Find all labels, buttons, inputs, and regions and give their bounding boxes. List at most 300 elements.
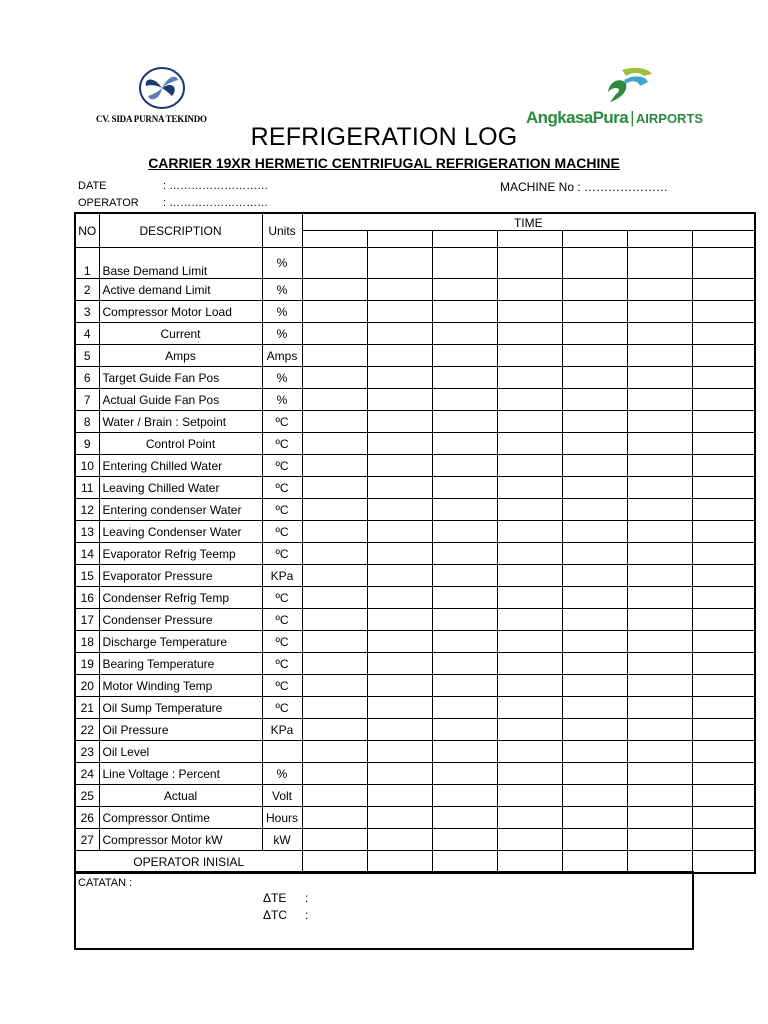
reading-cell[interactable] — [367, 675, 432, 697]
reading-cell[interactable] — [497, 697, 562, 719]
reading-cell[interactable] — [562, 345, 627, 367]
delta-te-colon: : — [305, 891, 309, 905]
row-number: 7 — [75, 389, 99, 411]
reading-cell[interactable] — [432, 477, 497, 499]
row-unit: Hours — [262, 807, 302, 829]
reading-cell[interactable] — [367, 653, 432, 675]
reading-cell[interactable] — [302, 543, 367, 565]
reading-cell[interactable] — [367, 785, 432, 807]
reading-cell[interactable] — [627, 433, 692, 455]
reading-cell[interactable] — [562, 543, 627, 565]
reading-cell[interactable] — [497, 741, 562, 763]
reading-cell[interactable] — [302, 345, 367, 367]
company-logo-icon — [138, 66, 186, 110]
reading-cell[interactable] — [367, 499, 432, 521]
reading-cell[interactable] — [692, 741, 755, 763]
reading-cell[interactable] — [562, 829, 627, 851]
row-unit: ºC — [262, 631, 302, 653]
reading-cell[interactable] — [627, 609, 692, 631]
reading-cell[interactable] — [432, 631, 497, 653]
reading-cell[interactable] — [302, 785, 367, 807]
reading-cell[interactable] — [432, 389, 497, 411]
reading-cell[interactable] — [627, 521, 692, 543]
reading-cell[interactable] — [432, 785, 497, 807]
reading-cell[interactable] — [432, 367, 497, 389]
reading-cell[interactable] — [432, 433, 497, 455]
reading-cell[interactable] — [302, 389, 367, 411]
table-row — [75, 411, 755, 433]
reading-cell[interactable] — [497, 675, 562, 697]
reading-cell[interactable] — [497, 785, 562, 807]
reading-cell[interactable] — [497, 653, 562, 675]
table-row — [75, 631, 755, 653]
reading-cell[interactable] — [562, 411, 627, 433]
time-slot-cell[interactable] — [302, 231, 367, 248]
reading-cell[interactable] — [627, 455, 692, 477]
reading-cell[interactable] — [367, 301, 432, 323]
refrigeration-log-table — [74, 212, 756, 874]
reading-cell[interactable] — [692, 785, 755, 807]
reading-cell[interactable] — [497, 411, 562, 433]
reading-cell[interactable] — [367, 807, 432, 829]
reading-cell[interactable] — [692, 807, 755, 829]
reading-cell[interactable] — [367, 477, 432, 499]
reading-cell[interactable] — [367, 609, 432, 631]
reading-cell[interactable] — [692, 279, 755, 301]
reading-cell[interactable] — [692, 301, 755, 323]
reading-cell[interactable] — [302, 499, 367, 521]
reading-cell[interactable] — [432, 543, 497, 565]
row-unit — [262, 741, 302, 763]
row-unit: ºC — [262, 587, 302, 609]
reading-cell[interactable] — [432, 741, 497, 763]
table-row — [75, 741, 755, 763]
reading-cell[interactable] — [692, 477, 755, 499]
reading-cell[interactable] — [497, 323, 562, 345]
reading-cell[interactable] — [302, 763, 367, 785]
initial-cell[interactable] — [692, 851, 755, 874]
table-row — [75, 609, 755, 631]
reading-cell[interactable] — [432, 248, 497, 279]
reading-cell[interactable] — [367, 323, 432, 345]
reading-cell[interactable] — [562, 763, 627, 785]
row-number: 6 — [75, 367, 99, 389]
reading-cell[interactable] — [692, 763, 755, 785]
reading-cell[interactable] — [562, 807, 627, 829]
reading-cell[interactable] — [562, 653, 627, 675]
reading-cell[interactable] — [432, 807, 497, 829]
reading-cell[interactable] — [562, 323, 627, 345]
row-unit: ºC — [262, 455, 302, 477]
reading-cell[interactable] — [627, 719, 692, 741]
row-number: 4 — [75, 323, 99, 345]
reading-cell[interactable] — [627, 301, 692, 323]
reading-cell[interactable] — [302, 719, 367, 741]
row-unit: % — [262, 323, 302, 345]
reading-cell[interactable] — [497, 367, 562, 389]
reading-cell[interactable] — [432, 609, 497, 631]
row-description: Control Point — [99, 433, 262, 455]
reading-cell[interactable] — [692, 411, 755, 433]
reading-cell[interactable] — [367, 741, 432, 763]
reading-cell[interactable] — [497, 477, 562, 499]
reading-cell[interactable] — [692, 697, 755, 719]
reading-cell[interactable] — [627, 367, 692, 389]
reading-cell[interactable] — [627, 389, 692, 411]
table-row — [75, 587, 755, 609]
reading-cell[interactable] — [367, 565, 432, 587]
reading-cell[interactable] — [432, 499, 497, 521]
reading-cell[interactable] — [497, 499, 562, 521]
reading-cell[interactable] — [302, 587, 367, 609]
reading-cell[interactable] — [367, 697, 432, 719]
table-row — [75, 653, 755, 675]
reading-cell[interactable] — [562, 697, 627, 719]
row-number: 9 — [75, 433, 99, 455]
date-label: DATE — [78, 180, 107, 192]
row-description: Motor Winding Temp — [99, 675, 262, 697]
reading-cell[interactable] — [497, 829, 562, 851]
header-units: Units — [262, 213, 302, 248]
reading-cell[interactable] — [627, 763, 692, 785]
reading-cell[interactable] — [562, 279, 627, 301]
time-slot-cell[interactable] — [432, 231, 497, 248]
reading-cell[interactable] — [692, 543, 755, 565]
reading-cell[interactable] — [692, 565, 755, 587]
reading-cell[interactable] — [627, 741, 692, 763]
table-body — [75, 213, 755, 873]
reading-cell[interactable] — [562, 741, 627, 763]
time-slot-cell[interactable] — [367, 231, 432, 248]
reading-cell[interactable] — [497, 565, 562, 587]
reading-cell[interactable] — [367, 389, 432, 411]
reading-cell[interactable] — [692, 653, 755, 675]
operator-initial-label: OPERATOR INISIAL — [75, 851, 302, 874]
table-row — [75, 521, 755, 543]
reading-cell[interactable] — [302, 323, 367, 345]
reading-cell[interactable] — [367, 345, 432, 367]
reading-cell[interactable] — [627, 248, 692, 279]
row-description: Compressor Motor kW — [99, 829, 262, 851]
reading-cell[interactable] — [562, 719, 627, 741]
delta-tc-colon: : — [305, 908, 309, 922]
reading-cell[interactable] — [302, 697, 367, 719]
initial-cell[interactable] — [627, 851, 692, 874]
row-number: 12 — [75, 499, 99, 521]
row-unit: % — [262, 367, 302, 389]
row-number: 23 — [75, 741, 99, 763]
reading-cell[interactable] — [367, 279, 432, 301]
reading-cell[interactable] — [497, 631, 562, 653]
reading-cell[interactable] — [367, 631, 432, 653]
notes-title: CATATAN : — [78, 877, 133, 889]
table-row — [75, 785, 755, 807]
reading-cell[interactable] — [302, 248, 367, 279]
reading-cell[interactable] — [692, 455, 755, 477]
reading-cell[interactable] — [367, 543, 432, 565]
row-number: 18 — [75, 631, 99, 653]
reading-cell[interactable] — [562, 565, 627, 587]
reading-cell[interactable] — [302, 807, 367, 829]
table-row — [75, 323, 755, 345]
reading-cell[interactable] — [367, 455, 432, 477]
reading-cell[interactable] — [302, 411, 367, 433]
time-slot-cell[interactable] — [497, 231, 562, 248]
reading-cell[interactable] — [692, 587, 755, 609]
reading-cell[interactable] — [562, 248, 627, 279]
table-row — [75, 719, 755, 741]
reading-cell[interactable] — [562, 433, 627, 455]
brand-name: AngkasaPura — [526, 108, 629, 127]
table-row — [75, 829, 755, 851]
reading-cell[interactable] — [562, 455, 627, 477]
reading-cell[interactable] — [627, 785, 692, 807]
reading-cell[interactable] — [497, 433, 562, 455]
reading-cell[interactable] — [432, 829, 497, 851]
reading-cell[interactable] — [432, 521, 497, 543]
reading-cell[interactable] — [432, 719, 497, 741]
reading-cell[interactable] — [367, 411, 432, 433]
initial-cell[interactable] — [367, 851, 432, 874]
reading-cell[interactable] — [627, 653, 692, 675]
header-no: NO — [75, 213, 99, 248]
table-row — [75, 345, 755, 367]
reading-cell[interactable] — [432, 653, 497, 675]
time-slot-cell[interactable] — [627, 231, 692, 248]
reading-cell[interactable] — [692, 248, 755, 279]
reading-cell[interactable] — [562, 785, 627, 807]
row-unit: ºC — [262, 433, 302, 455]
row-description: Actual — [99, 785, 262, 807]
row-number: 25 — [75, 785, 99, 807]
reading-cell[interactable] — [562, 499, 627, 521]
row-number: 27 — [75, 829, 99, 851]
reading-cell[interactable] — [562, 367, 627, 389]
reading-cell[interactable] — [497, 587, 562, 609]
row-description: Base Demand Limit — [99, 248, 262, 279]
reading-cell[interactable] — [432, 411, 497, 433]
row-description: Oil Pressure — [99, 719, 262, 741]
reading-cell[interactable] — [627, 565, 692, 587]
reading-cell[interactable] — [432, 587, 497, 609]
row-unit: ºC — [262, 675, 302, 697]
reading-cell[interactable] — [302, 301, 367, 323]
reading-cell[interactable] — [497, 455, 562, 477]
page-title: REFRIGERATION LOG — [250, 123, 518, 151]
reading-cell[interactable] — [627, 477, 692, 499]
table-row — [75, 477, 755, 499]
reading-cell[interactable] — [497, 609, 562, 631]
initial-cell[interactable] — [432, 851, 497, 874]
table-row — [75, 433, 755, 455]
reading-cell[interactable] — [627, 499, 692, 521]
table-row — [75, 565, 755, 587]
reading-cell[interactable] — [497, 807, 562, 829]
row-unit: % — [262, 389, 302, 411]
reading-cell[interactable] — [627, 829, 692, 851]
row-number: 3 — [75, 301, 99, 323]
time-slot-cell[interactable] — [692, 231, 755, 248]
reading-cell[interactable] — [692, 433, 755, 455]
table-row — [75, 279, 755, 301]
reading-cell[interactable] — [432, 345, 497, 367]
row-number: 17 — [75, 609, 99, 631]
row-number: 21 — [75, 697, 99, 719]
reading-cell[interactable] — [692, 609, 755, 631]
reading-cell[interactable] — [692, 499, 755, 521]
reading-cell[interactable] — [627, 279, 692, 301]
header-description: DESCRIPTION — [99, 213, 262, 248]
row-description: Condenser Refrig Temp — [99, 587, 262, 609]
delta-te-label: ΔTE — [263, 891, 287, 905]
row-unit: % — [262, 248, 302, 279]
reading-cell[interactable] — [432, 455, 497, 477]
reading-cell[interactable] — [367, 587, 432, 609]
table-row — [75, 697, 755, 719]
reading-cell[interactable] — [302, 631, 367, 653]
row-number: 22 — [75, 719, 99, 741]
reading-cell[interactable] — [432, 301, 497, 323]
reading-cell[interactable] — [302, 521, 367, 543]
reading-cell[interactable] — [497, 301, 562, 323]
reading-cell[interactable] — [627, 675, 692, 697]
reading-cell[interactable] — [497, 345, 562, 367]
reading-cell[interactable] — [432, 763, 497, 785]
row-unit: Amps — [262, 345, 302, 367]
reading-cell[interactable] — [497, 521, 562, 543]
date-field[interactable]: : ……………………… — [163, 180, 269, 192]
reading-cell[interactable] — [302, 741, 367, 763]
initial-cell[interactable] — [302, 851, 367, 874]
row-unit: KPa — [262, 719, 302, 741]
reading-cell[interactable] — [627, 411, 692, 433]
reading-cell[interactable] — [562, 587, 627, 609]
reading-cell[interactable] — [302, 829, 367, 851]
reading-cell[interactable] — [497, 389, 562, 411]
page-subtitle: CARRIER 19XR HERMETIC CENTRIFUGAL REFRIGERATION MACHINE — [148, 155, 620, 171]
reading-cell[interactable] — [497, 248, 562, 279]
reading-cell[interactable] — [497, 719, 562, 741]
reading-cell[interactable] — [497, 543, 562, 565]
table-row — [75, 499, 755, 521]
reading-cell[interactable] — [562, 675, 627, 697]
reading-cell[interactable] — [627, 543, 692, 565]
reading-cell[interactable] — [562, 631, 627, 653]
reading-cell[interactable] — [302, 455, 367, 477]
row-unit: KPa — [262, 565, 302, 587]
brand-sub: AIRPORTS — [635, 111, 704, 126]
row-description: Evaporator Pressure — [99, 565, 262, 587]
table-row — [75, 367, 755, 389]
reading-cell[interactable] — [692, 719, 755, 741]
row-number: 14 — [75, 543, 99, 565]
reading-cell[interactable] — [432, 675, 497, 697]
reading-cell[interactable] — [367, 521, 432, 543]
reading-cell[interactable] — [302, 609, 367, 631]
reading-cell[interactable] — [627, 323, 692, 345]
reading-cell[interactable] — [367, 367, 432, 389]
reading-cell[interactable] — [302, 565, 367, 587]
reading-cell[interactable] — [302, 367, 367, 389]
machine-number-field[interactable]: MACHINE No : ………………… — [500, 180, 669, 194]
reading-cell[interactable] — [627, 631, 692, 653]
reading-cell[interactable] — [497, 763, 562, 785]
reading-cell[interactable] — [692, 829, 755, 851]
reading-cell[interactable] — [302, 675, 367, 697]
row-unit: kW — [262, 829, 302, 851]
row-description: Active demand Limit — [99, 279, 262, 301]
notes-box[interactable] — [74, 871, 694, 950]
reading-cell[interactable] — [432, 697, 497, 719]
reading-cell[interactable] — [367, 763, 432, 785]
row-description: Entering Chilled Water — [99, 455, 262, 477]
table-row — [75, 248, 755, 279]
reading-cell[interactable] — [692, 323, 755, 345]
row-description: Entering condenser Water — [99, 499, 262, 521]
row-unit: ºC — [262, 477, 302, 499]
row-description: Water / Brain : Setpoint — [99, 411, 262, 433]
reading-cell[interactable] — [367, 719, 432, 741]
reading-cell[interactable] — [692, 389, 755, 411]
reading-cell[interactable] — [432, 565, 497, 587]
row-number: 19 — [75, 653, 99, 675]
angkasapura-logo-icon — [600, 64, 656, 108]
row-unit: ºC — [262, 697, 302, 719]
row-description: Compressor Ontime — [99, 807, 262, 829]
reading-cell[interactable] — [562, 477, 627, 499]
reading-cell[interactable] — [367, 433, 432, 455]
row-description: Amps — [99, 345, 262, 367]
row-description: Target Guide Fan Pos — [99, 367, 262, 389]
reading-cell[interactable] — [692, 521, 755, 543]
reading-cell[interactable] — [692, 631, 755, 653]
reading-cell[interactable] — [302, 433, 367, 455]
row-description: Leaving Chilled Water — [99, 477, 262, 499]
reading-cell[interactable] — [562, 389, 627, 411]
reading-cell[interactable] — [562, 521, 627, 543]
row-description: Discharge Temperature — [99, 631, 262, 653]
table-row — [75, 455, 755, 477]
reading-cell[interactable] — [692, 367, 755, 389]
initial-cell[interactable] — [562, 851, 627, 874]
reading-cell[interactable] — [367, 829, 432, 851]
row-unit: % — [262, 301, 302, 323]
time-slot-cell[interactable] — [562, 231, 627, 248]
row-unit: ºC — [262, 653, 302, 675]
reading-cell[interactable] — [367, 248, 432, 279]
reading-cell[interactable] — [302, 477, 367, 499]
reading-cell[interactable] — [562, 301, 627, 323]
reading-cell[interactable] — [627, 587, 692, 609]
table-header-row — [75, 213, 755, 231]
operator-field[interactable]: : ……………………… — [163, 197, 269, 209]
reading-cell[interactable] — [627, 807, 692, 829]
row-number: 5 — [75, 345, 99, 367]
reading-cell[interactable] — [432, 323, 497, 345]
initial-cell[interactable] — [497, 851, 562, 874]
reading-cell[interactable] — [432, 279, 497, 301]
reading-cell[interactable] — [302, 653, 367, 675]
brand-separator: | — [630, 108, 634, 127]
reading-cell[interactable] — [627, 345, 692, 367]
reading-cell[interactable] — [302, 279, 367, 301]
reading-cell[interactable] — [497, 279, 562, 301]
reading-cell[interactable] — [627, 697, 692, 719]
reading-cell[interactable] — [562, 609, 627, 631]
row-unit: Volt — [262, 785, 302, 807]
reading-cell[interactable] — [692, 345, 755, 367]
reading-cell[interactable] — [692, 675, 755, 697]
